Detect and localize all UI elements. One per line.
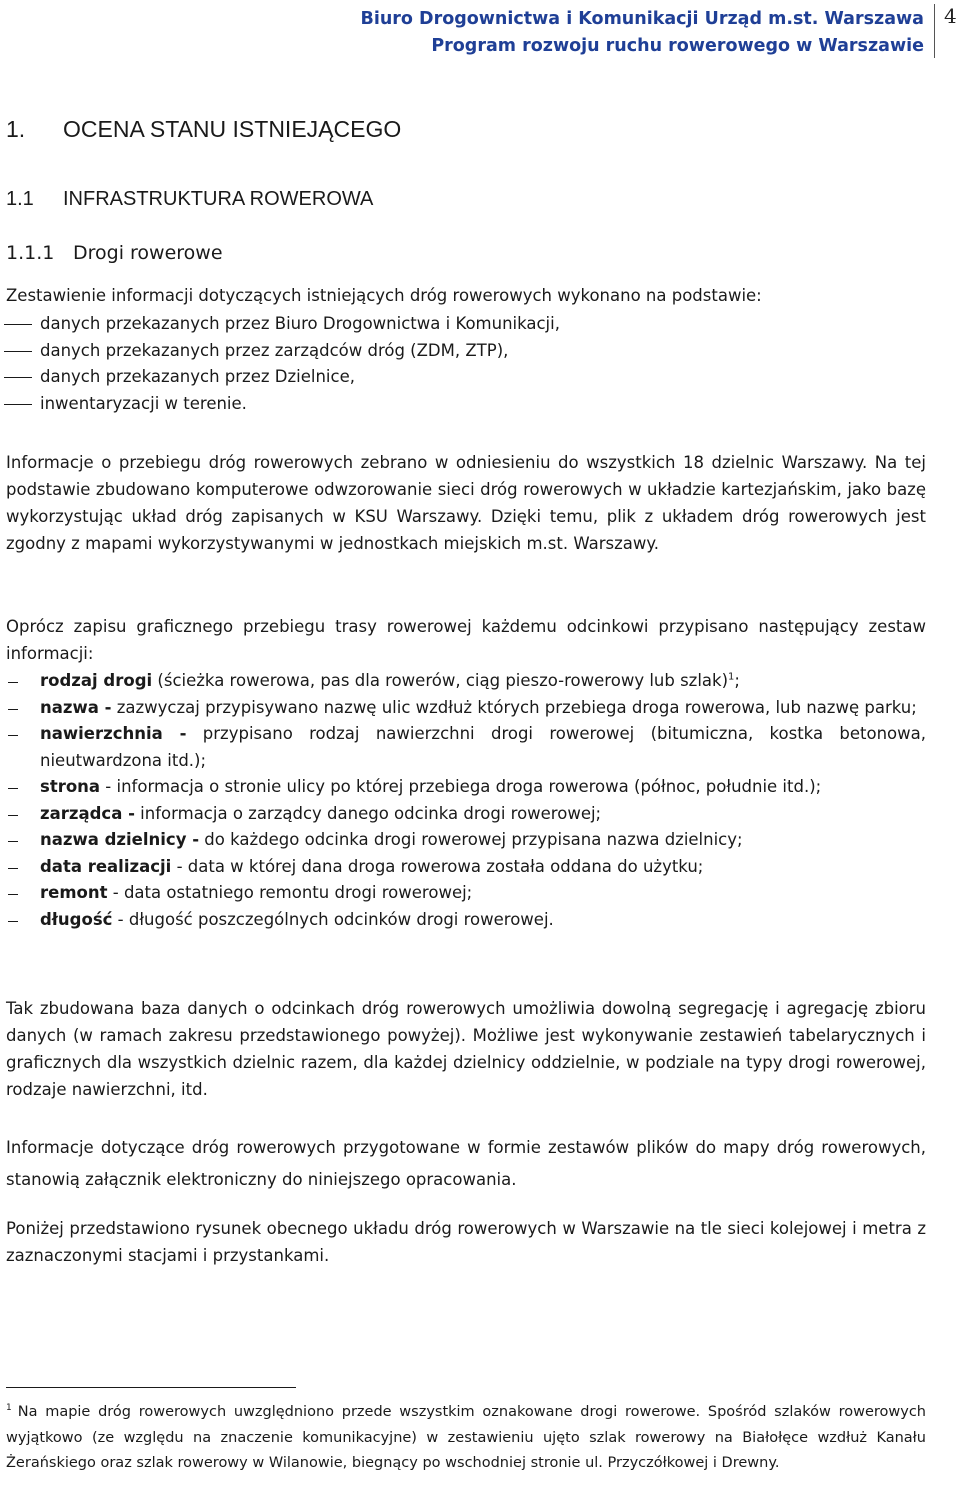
attribute-term: długość — [40, 909, 113, 929]
attribute-term: nazwa dzielnicy - — [40, 830, 200, 849]
list-item — [6, 364, 906, 391]
attribute-term: rodzaj drogi — [40, 671, 153, 690]
attribute-item — [6, 774, 926, 801]
source-item-text: inwentaryzacji w terenie. — [40, 393, 247, 413]
attribute-desc: - informacja o stronie ulicy po której przebiega droga rowerowa (północ, południe itd.); — [100, 777, 822, 796]
paragraph-attributes-intro: Oprócz zapisu graficznego przebiegu trasy rowerowej każdemu odcinkowi przypisano następujący zestaw informacji: — [6, 617, 926, 663]
attribute-item — [6, 827, 926, 854]
heading-level-1 — [6, 116, 401, 143]
attribute-item — [6, 880, 926, 907]
attribute-term: remont — [40, 883, 108, 902]
footnote-mark: 1 — [6, 1403, 12, 1414]
header-office: Biuro Drogownictwa i Komunikacji Urząd m.st. Warszawa — [360, 9, 924, 29]
attribute-desc: zazwyczaj przypisywano nazwę ulic wzdłuż których przebiega droga rowerowa, lub nazwę parku; — [111, 697, 917, 717]
attribute-item — [6, 801, 926, 828]
attribute-term: nazwa - — [40, 697, 112, 717]
page-number: 4 — [944, 4, 957, 28]
heading-2-text: INFRASTRUKTURA ROWEROWA — [63, 188, 374, 210]
heading-level-3 — [6, 242, 223, 264]
source-item-text: danych przekazanych przez zarządców dróg (ZDM, ZTP), — [40, 340, 509, 360]
attribute-list — [6, 668, 926, 933]
list-item — [6, 391, 906, 418]
list-item — [6, 338, 906, 365]
source-list — [6, 311, 906, 417]
source-item-text: danych przekazanych przez Biuro Drogownictwa i Komunikacji, — [40, 314, 560, 333]
attribute-term: zarządca - — [40, 803, 135, 823]
header-program: Program rozwoju ruchu rowerowego w Warszawie — [431, 36, 924, 56]
heading-3-number: 1.1.1 — [6, 242, 55, 264]
intro-paragraph: Zestawienie informacji dotyczących istniejących dróg rowerowych wykonano na podstawie: — [6, 286, 762, 305]
attribute-term: data realizacji — [40, 856, 172, 876]
footnote-ref[interactable]: 1 — [728, 671, 735, 683]
attribute-item — [6, 695, 926, 722]
paragraph-data-collection: Informacje o przebiegu dróg rowerowych zebrano w odniesieniu do wszystkich 18 dzielnic Warszawy. Na tej podstawie zbudowano komputerowe odwzorowanie sieci dróg rowerowych w układzie kartezjańskim, jako bazę wykorzystując układ dróg zapisanych w KSU Warszawy. Dzięki temu, plik z układem dróg rowerowych jest zgodny z mapami wykorzystywanymi w jednostkach miejskich m.st. Warszawy. — [6, 453, 926, 553]
heading-3-text: Drogi rowerowe — [73, 242, 223, 264]
footnote-text: Na mapie dróg rowerowych uwzględniono przede wszystkim oznakowane drogi rowerowe. Spośród szlaków rowerowych wyjątkowo (ze względu na znaczenie komunikacyjne) w zestawieniu ujęto szlak rowerowy na Białołęce wzdłuż Kanału Żerańskiego oraz szlak rowerowy w Wilanowie, biegnący po wschodniej stronie ul. Przyczółkowej i Drewny. — [6, 1404, 926, 1471]
paragraph-attachment: Informacje dotyczące dróg rowerowych przygotowane w formie zestawów plików do mapy dróg rowerowych, stanowią załącznik elektroniczny do niniejszego opracowania. — [6, 1138, 926, 1189]
attribute-desc: do każdego odcinka drogi rowerowej przypisana nazwa dzielnicy; — [199, 830, 743, 849]
attribute-desc: informacja o zarządcy danego odcinka drogi rowerowej; — [134, 803, 602, 823]
heading-level-2 — [6, 188, 373, 211]
heading-1-text: OCENA STANU ISTNIEJĄCEGO — [63, 116, 402, 142]
attribute-tail: ; — [734, 671, 740, 690]
attribute-desc: przypisano rodzaj nawierzchni drogi rowerowej (bitumiczna, kostka betonowa, nieutwardzona itd.); — [40, 724, 926, 770]
attribute-item — [6, 721, 926, 774]
paragraph-figure-intro: Poniżej przedstawiono rysunek obecnego układu dróg rowerowych w Warszawie na tle sieci kolejowej i metra z zaznaczonymi stacjami i przystankami. — [6, 1219, 926, 1265]
heading-1-number: 1. — [6, 116, 26, 142]
attribute-desc: - data w której dana droga rowerowa została oddana do użytku; — [171, 856, 704, 876]
paragraph-database: Tak zbudowana baza danych o odcinkach dróg rowerowych umożliwia dowolną segregację i agregację zbioru danych (w ramach zakresu przedstawionego powyżej). Możliwe jest wykonywanie zestawień tabelarycznych i graficznych dla wszystkich dzielnic razem, dla każdej dzielnicy oddzielnie, w podziale na typy drogi rowerowej, rodzaje nawierzchni, itd. — [6, 999, 926, 1099]
source-item-text: danych przekazanych przez Dzielnice, — [40, 367, 355, 386]
attribute-desc: - długość poszczególnych odcinków drogi rowerowej. — [112, 909, 554, 929]
attribute-item — [6, 668, 926, 695]
attribute-item — [6, 907, 926, 934]
page-header — [361, 6, 925, 60]
header-divider — [934, 4, 935, 58]
footnote — [6, 1400, 926, 1477]
attribute-desc: - data ostatniego remontu drogi rowerowej; — [107, 883, 473, 902]
attribute-item — [6, 854, 926, 881]
footnote-divider — [6, 1387, 296, 1388]
attribute-term: nawierzchnia - — [40, 724, 187, 743]
attribute-desc: (ścieżka rowerowa, pas dla rowerów, ciąg pieszo-rowerowy lub szlak) — [152, 671, 729, 690]
heading-2-number: 1.1 — [6, 188, 34, 210]
list-item — [6, 311, 906, 338]
attribute-term: strona — [40, 777, 101, 796]
